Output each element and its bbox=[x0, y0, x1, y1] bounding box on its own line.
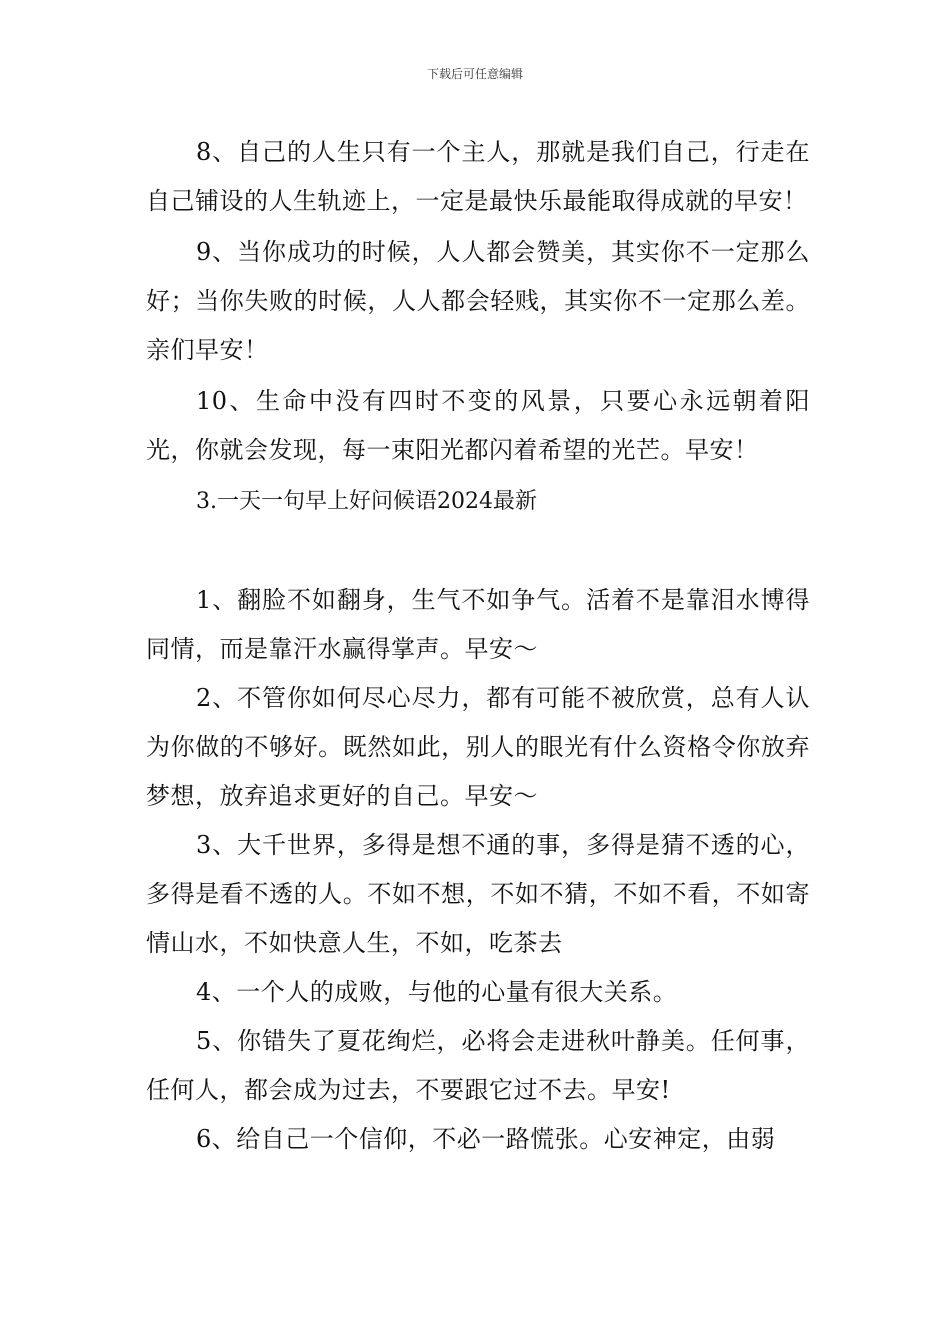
paragraph-9: 9、当你成功的时候，人人都会赞美，其实你不一定那么好；当你失败的时候，人人都会轻贱，其实你不一定那么差。亲们早安！ bbox=[146, 238, 810, 364]
list-item-5: 5、你错失了夏花绚烂，必将会走进秋叶静美。任何事，任何人，都会成为过去，不要跟它过不去。早安! bbox=[146, 1027, 810, 1104]
document-body bbox=[146, 128, 810, 1164]
paragraph-8: 8、自己的人生只有一个主人，那就是我们自己，行走在自己铺设的人生轨迹上，一定是最快乐最能取得成就的早安！ bbox=[146, 138, 810, 215]
list-item-1: 1、翻脸不如翻身，生气不如争气。活着不是靠泪水博得同情，而是靠汗水赢得掌声。早安～ bbox=[146, 586, 810, 663]
section-spacer bbox=[146, 526, 810, 576]
list-item-3: 3、大千世界，多得是想不通的事，多得是猜不透的心，多得是看不透的人。不如不想，不如不猜，不如不看，不如寄情山水，不如快意人生，不如，吃茶去 bbox=[146, 831, 810, 957]
page-header: 下载后可任意编辑 bbox=[426, 67, 523, 81]
paragraph-10: 10、生命中没有四时不变的风景，只要心永远朝着阳光，你就会发现，每一束阳光都闪着希望的光芒。早安！ bbox=[146, 387, 810, 464]
section-heading: 3.一天一句早上好问候语2024最新 bbox=[196, 489, 537, 514]
list-item-6: 6、给自己一个信仰，不必一路慌张。心安神定，由弱 bbox=[196, 1125, 776, 1153]
list-item-2: 2、不管你如何尽心尽力，都有可能不被欣赏，总有人认为你做的不够好。既然如此，别人的眼光有什么资格令你放弃梦想，放弃追求更好的自己。早安～ bbox=[146, 684, 810, 810]
list-item-4: 4、一个人的成败，与他的心量有很大关系。 bbox=[196, 978, 678, 1006]
